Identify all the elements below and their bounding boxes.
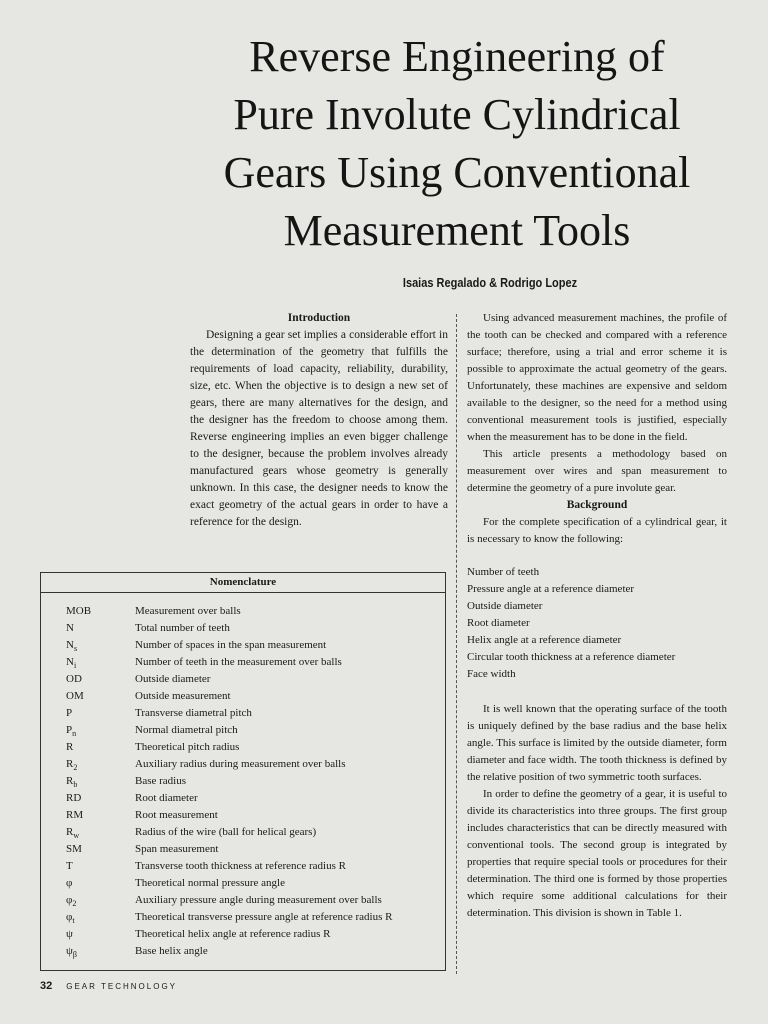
symbol-subscript: 2	[73, 763, 78, 773]
nomenclature-symbol	[41, 654, 135, 671]
nomenclature-row	[41, 858, 445, 875]
nomenclature-row	[41, 756, 445, 773]
symbol-subscript: n	[72, 729, 77, 739]
right-column	[467, 310, 727, 922]
column-divider	[456, 314, 457, 974]
symbol-main: OD	[66, 673, 82, 685]
symbol-main: RD	[66, 792, 82, 804]
nomenclature-definition: Outside measurement	[135, 690, 231, 702]
symbol-main: OM	[66, 690, 84, 702]
nomenclature-symbol	[41, 858, 135, 875]
nomenclature-row	[41, 841, 445, 858]
page-number: 32	[40, 980, 53, 992]
nomenclature-symbol	[41, 688, 135, 705]
nomenclature-row	[41, 807, 445, 824]
nomenclature-row	[41, 671, 445, 688]
nomenclature-symbol	[41, 671, 135, 688]
list-item: Root diameter	[467, 617, 530, 629]
background-heading: Background	[566, 499, 628, 511]
nomenclature-definition: Span measurement	[135, 843, 219, 855]
nomenclature-symbol	[41, 756, 135, 773]
symbol-main: P	[66, 707, 73, 719]
symbol-subscript: b	[73, 780, 78, 790]
nomenclature-definition: Base radius	[135, 775, 187, 787]
list-item: Helix angle at a reference diameter	[467, 634, 622, 646]
nomenclature-symbol	[41, 705, 135, 722]
symbol-main: T	[66, 860, 73, 872]
magazine-name: GEAR TECHNOLOGY	[66, 982, 178, 991]
nomenclature-symbol	[41, 875, 135, 892]
list-item: Pressure angle at a reference diameter	[467, 583, 635, 595]
nomenclature-symbol	[41, 790, 135, 807]
right-paragraph-3: For the complete specification of a cylindrical gear, it is necessary to know the following:	[467, 516, 727, 545]
symbol-main: ψ	[66, 945, 73, 957]
symbol-subscript: 2	[72, 899, 77, 909]
nomenclature-rows	[41, 603, 445, 960]
title-line-3: Gears Using Conventional	[223, 148, 691, 197]
specification-list	[467, 564, 727, 683]
symbol-main: R	[66, 826, 74, 838]
nomenclature-definition: Theoretical pitch radius	[135, 741, 240, 753]
nomenclature-definition: Base helix angle	[135, 945, 208, 957]
article-title	[178, 28, 736, 260]
nomenclature-row	[41, 892, 445, 909]
authors: Isaias Regalado & Rodrigo Lopez	[402, 276, 578, 290]
symbol-main: ψ	[66, 928, 73, 940]
right-paragraph-2: This article presents a methodology based on measurement over wires and span measurement to determine the geometry of a pure involute gear.	[467, 448, 727, 494]
nomenclature-row	[41, 824, 445, 841]
symbol-main: N	[66, 656, 74, 668]
nomenclature-box	[40, 572, 446, 971]
right-paragraph-1: Using advanced measurement machines, the profile of the tooth can be checked and compared with a reference surface; therefore, using a trial and error scheme it is possible to approximate the actual geometry of the gears. Unfortunately, these machines are expensive and seldom available to the designer, so the need for a method using conventional measurement tools is justified, especially when the measurement has to be done in the field.	[467, 312, 727, 443]
title-line-1: Reverse Engineering of	[249, 32, 665, 81]
nomenclature-title: Nomenclature	[41, 573, 445, 593]
list-item: Face width	[467, 668, 516, 680]
nomenclature-definition: Theoretical helix angle at reference radius R	[135, 928, 331, 940]
nomenclature-definition: Root measurement	[135, 809, 218, 821]
nomenclature-definition: Theoretical normal pressure angle	[135, 877, 285, 889]
symbol-main: N	[66, 622, 74, 634]
symbol-subscript: β	[72, 950, 77, 960]
symbol-main: R	[66, 741, 74, 753]
nomenclature-row	[41, 790, 445, 807]
nomenclature-symbol	[41, 841, 135, 858]
nomenclature-symbol	[41, 909, 135, 926]
symbol-subscript: i	[73, 661, 77, 671]
symbol-main: RM	[66, 809, 84, 821]
list-item: Outside diameter	[467, 600, 543, 612]
nomenclature-row	[41, 909, 445, 926]
nomenclature-row	[41, 705, 445, 722]
symbol-main: R	[66, 775, 74, 787]
nomenclature-row	[41, 688, 445, 705]
nomenclature-symbol	[41, 722, 135, 739]
nomenclature-row	[41, 773, 445, 790]
introduction-heading: Introduction	[287, 312, 351, 324]
nomenclature-definition: Theoretical transverse pressure angle at reference radius R	[135, 911, 393, 923]
symbol-main: φ	[66, 877, 73, 889]
nomenclature-row	[41, 637, 445, 654]
nomenclature-definition: Auxiliary pressure angle during measurement over balls	[135, 894, 382, 906]
nomenclature-definition: Transverse tooth thickness at reference radius R	[135, 860, 346, 872]
nomenclature-symbol	[41, 773, 135, 790]
nomenclature-definition: Measurement over balls	[135, 605, 241, 617]
symbol-main: φ	[66, 894, 73, 906]
nomenclature-row	[41, 654, 445, 671]
list-item: Number of teeth	[467, 566, 540, 578]
nomenclature-row	[41, 943, 445, 960]
nomenclature-definition: Outside diameter	[135, 673, 211, 685]
nomenclature-row	[41, 926, 445, 943]
nomenclature-definition: Normal diametral pitch	[135, 724, 238, 736]
title-line-2: Pure Involute Cylindrical	[233, 90, 681, 139]
list-item: Circular tooth thickness at a reference diameter	[467, 651, 676, 663]
nomenclature-symbol	[41, 637, 135, 654]
symbol-subscript: t	[72, 916, 75, 926]
nomenclature-row	[41, 603, 445, 620]
nomenclature-symbol	[41, 739, 135, 756]
nomenclature-symbol	[41, 620, 135, 637]
nomenclature-definition: Transverse diametral pitch	[135, 707, 252, 719]
nomenclature-definition: Auxiliary radius during measurement over balls	[135, 758, 346, 770]
nomenclature-symbol	[41, 603, 135, 620]
symbol-main: SM	[66, 843, 82, 855]
title-line-4: Measurement Tools	[283, 206, 631, 255]
nomenclature-symbol	[41, 892, 135, 909]
nomenclature-row	[41, 722, 445, 739]
symbol-subscript: w	[73, 831, 80, 841]
right-paragraph-4: It is well known that the operating surface of the tooth is uniquely defined by the base radius and the base helix angle. This surface is limited by the outside diameter, form diameter and face width. The tooth thickness is defined by the relative position of two symmetric tooth surfaces.	[467, 703, 727, 783]
symbol-main: R	[66, 758, 74, 770]
nomenclature-definition: Number of teeth in the measurement over balls	[135, 656, 342, 668]
nomenclature-definition: Total number of teeth	[135, 622, 230, 634]
nomenclature-symbol	[41, 824, 135, 841]
introduction-paragraph: Designing a gear set implies a considerable effort in the determination of the geometry that fulfills the requirements of load capacity, reliability, durability, size, etc. When the objective is to design a new set of gears, there are many alternatives for the design, and the designer has the freedom to choose among them. Reverse engineering implies an even bigger challenge to the designer, because the problem involves already manufactured gears whose geometry is generally unknown. In this case, the designer needs to know the exact geometry of the actual gears in order to have a reference for the design.	[190, 329, 448, 528]
nomenclature-definition: Root diameter	[135, 792, 198, 804]
nomenclature-definition: Number of spaces in the span measurement	[135, 639, 327, 651]
nomenclature-definition: Radius of the wire (ball for helical gears)	[135, 826, 317, 838]
nomenclature-row	[41, 875, 445, 892]
symbol-main: P	[66, 724, 73, 736]
nomenclature-row	[41, 620, 445, 637]
left-column	[190, 310, 448, 531]
symbol-main: N	[66, 639, 74, 651]
nomenclature-symbol	[41, 926, 135, 943]
symbol-main: MOB	[66, 605, 92, 617]
nomenclature-symbol	[41, 807, 135, 824]
nomenclature-row	[41, 739, 445, 756]
right-paragraph-5: In order to define the geometry of a gear, it is useful to divide its characteristics into three groups. The first group includes characteristics that can be directly measured with conventional tools. The second group is integrated by properties that require special tools or procedures for their determination. The third one is formed by those properties which require some additional calculations for their determination. This division is shown in Table 1.	[467, 788, 727, 919]
symbol-subscript: s	[73, 644, 78, 654]
page-footer	[40, 980, 177, 992]
nomenclature-symbol	[41, 943, 135, 960]
symbol-main: φ	[66, 911, 73, 923]
